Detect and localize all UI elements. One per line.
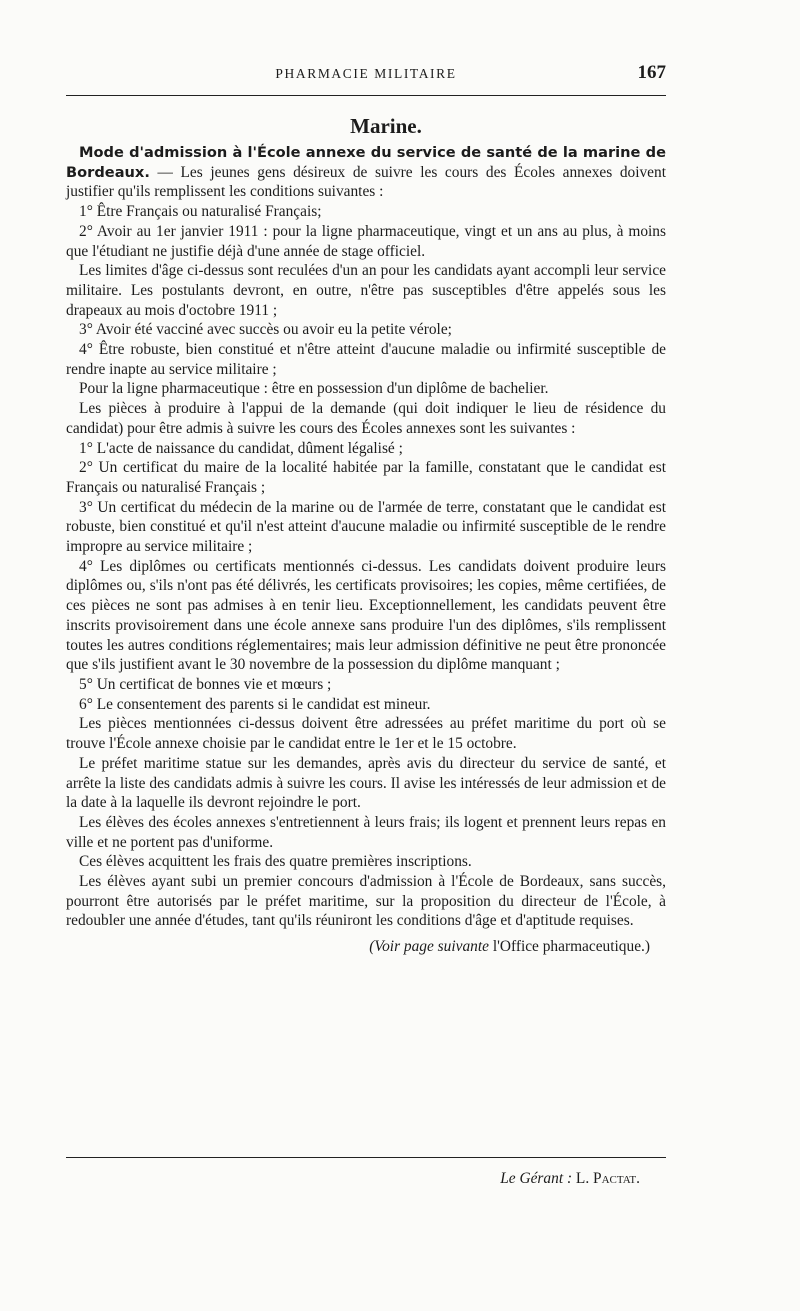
paragraph: Les élèves ayant subi un premier concours d'admission à l'École de Bordeaux, sans succès, pourront être autorisés par le préfet maritime, sur la proposition du directeur de l'École, à redoubler une année d'études, tant qu'ils réuniront les conditions d'âge et d'aptitude requises. [66, 873, 666, 930]
body-text [66, 113, 666, 957]
running-title: PHARMACIE MILITAIRE [275, 66, 457, 81]
lead-text: — Les jeunes gens désireux de suivre les cours des Écoles annexes doivent justifier qu'ils remplissent les conditions suivantes : [66, 163, 666, 201]
paragraph: Les limites d'âge ci-dessus sont reculées d'un an pour les candidats ayant accompli leur service militaire. Les postulants devront, en outre, n'être pas susceptibles d'être appelés sous les drapeaux au mois d'octobre 1911 ; [66, 262, 666, 319]
closing-reference-rest: l'Office pharmaceutique.) [488, 938, 650, 956]
paragraph: 5° Un certificat de bonnes vie et mœurs ; [79, 675, 332, 693]
lead-paragraph [66, 143, 666, 202]
paragraph: 2° Un certificat du maire de la localité habitée par la famille, constatant que le candidat est Français ou naturalisé Français ; [66, 459, 666, 496]
paragraph: Ces élèves acquittent les frais des quatre premières inscriptions. [79, 853, 472, 871]
paragraph: 2° Avoir au 1er janvier 1911 : pour la ligne pharmaceutique, vingt et un ans au plus, à moins que l'étudiant ne justifie déjà d'une année de stage officiel. [66, 222, 666, 260]
paragraph: Les pièces mentionnées ci-dessus doivent être adressées au préfet maritime du port où se trouve l'École annexe choisie par le candidat entre le 1er et le 15 octobre. [66, 715, 666, 753]
closing-reference [66, 937, 666, 957]
paragraph: Les élèves des écoles annexes s'entretiennent à leurs frais; ils logent et prennent leurs repas en ville et ne portent pas d'uniforme. [66, 813, 666, 851]
closing-reference-italic: (Voir page suivante [369, 938, 489, 956]
paragraph: 6° Le consentement des parents si le candidat est mineur. [79, 695, 431, 713]
lead-title: Mode d'admission à l'École annexe du service de santé de la marine de Bordeaux. [66, 144, 666, 181]
paragraph: Le préfet maritime statue sur les demandes, après avis du directeur du service de santé, et arrête la liste des candidats admis à suivre les cours. Il avise les intéressés de leur admission et de la date à la laquelle ils devront rejoindre le port. [66, 754, 666, 812]
paragraph: 1° L'acte de naissance du candidat, dûment légalisé ; [79, 439, 403, 457]
page-number: 167 [637, 62, 666, 83]
paragraph: 4° Les diplômes ou certificats mentionnés ci-dessus. Les candidats doivent produire leurs diplômes ou, s'ils n'ont pas été délivrés, les certificats provisoires; les copies, même certifiées, de ces pièces ne sont pas admises à en tenir lieu. Exceptionnellement, les candidats peuvent être inscrits provisoirement dans une école annexe sans produire l'un des diplômes, s'ils remplissent toutes les autres conditions réglementaires; mais leur admission définitive ne peut être prononcée que s'ils justifient avant le 30 novembre de la possession du diplôme manquant ; [66, 557, 666, 674]
paragraph: 4° Être robuste, bien constitué et n'être atteint d'aucune maladie ou infirmité susceptible de rendre inapte au service militaire ; [66, 341, 666, 378]
running-head [66, 62, 666, 84]
signature-name: L. Pactat. [572, 1170, 640, 1187]
footer-rule [66, 1157, 666, 1158]
signature [500, 1170, 640, 1188]
header-rule [66, 95, 666, 96]
paragraph: 1° Être Français ou naturalisé Français; [79, 203, 322, 221]
paragraph: Pour la ligne pharmaceutique : être en possession d'un diplôme de bachelier. [79, 380, 549, 398]
paragraph: 3° Un certificat du médecin de la marine ou de l'armée de terre, constatant que le candidat est robuste, bien constitué et qu'il n'est atteint d'aucune maladie ou infirmité susceptible de le rendre impropre au service militaire ; [66, 498, 666, 556]
signature-label: Le Gérant : [500, 1170, 573, 1187]
paragraph: 3° Avoir été vacciné avec succès ou avoir eu la petite vérole; [79, 321, 452, 339]
paragraph: Les pièces à produire à l'appui de la demande (qui doit indiquer le lieu de résidence du candidat) pour être admis à suivre les cours des Écoles annexes sont les suivantes : [66, 400, 666, 437]
section-heading: Marine. [350, 114, 422, 138]
